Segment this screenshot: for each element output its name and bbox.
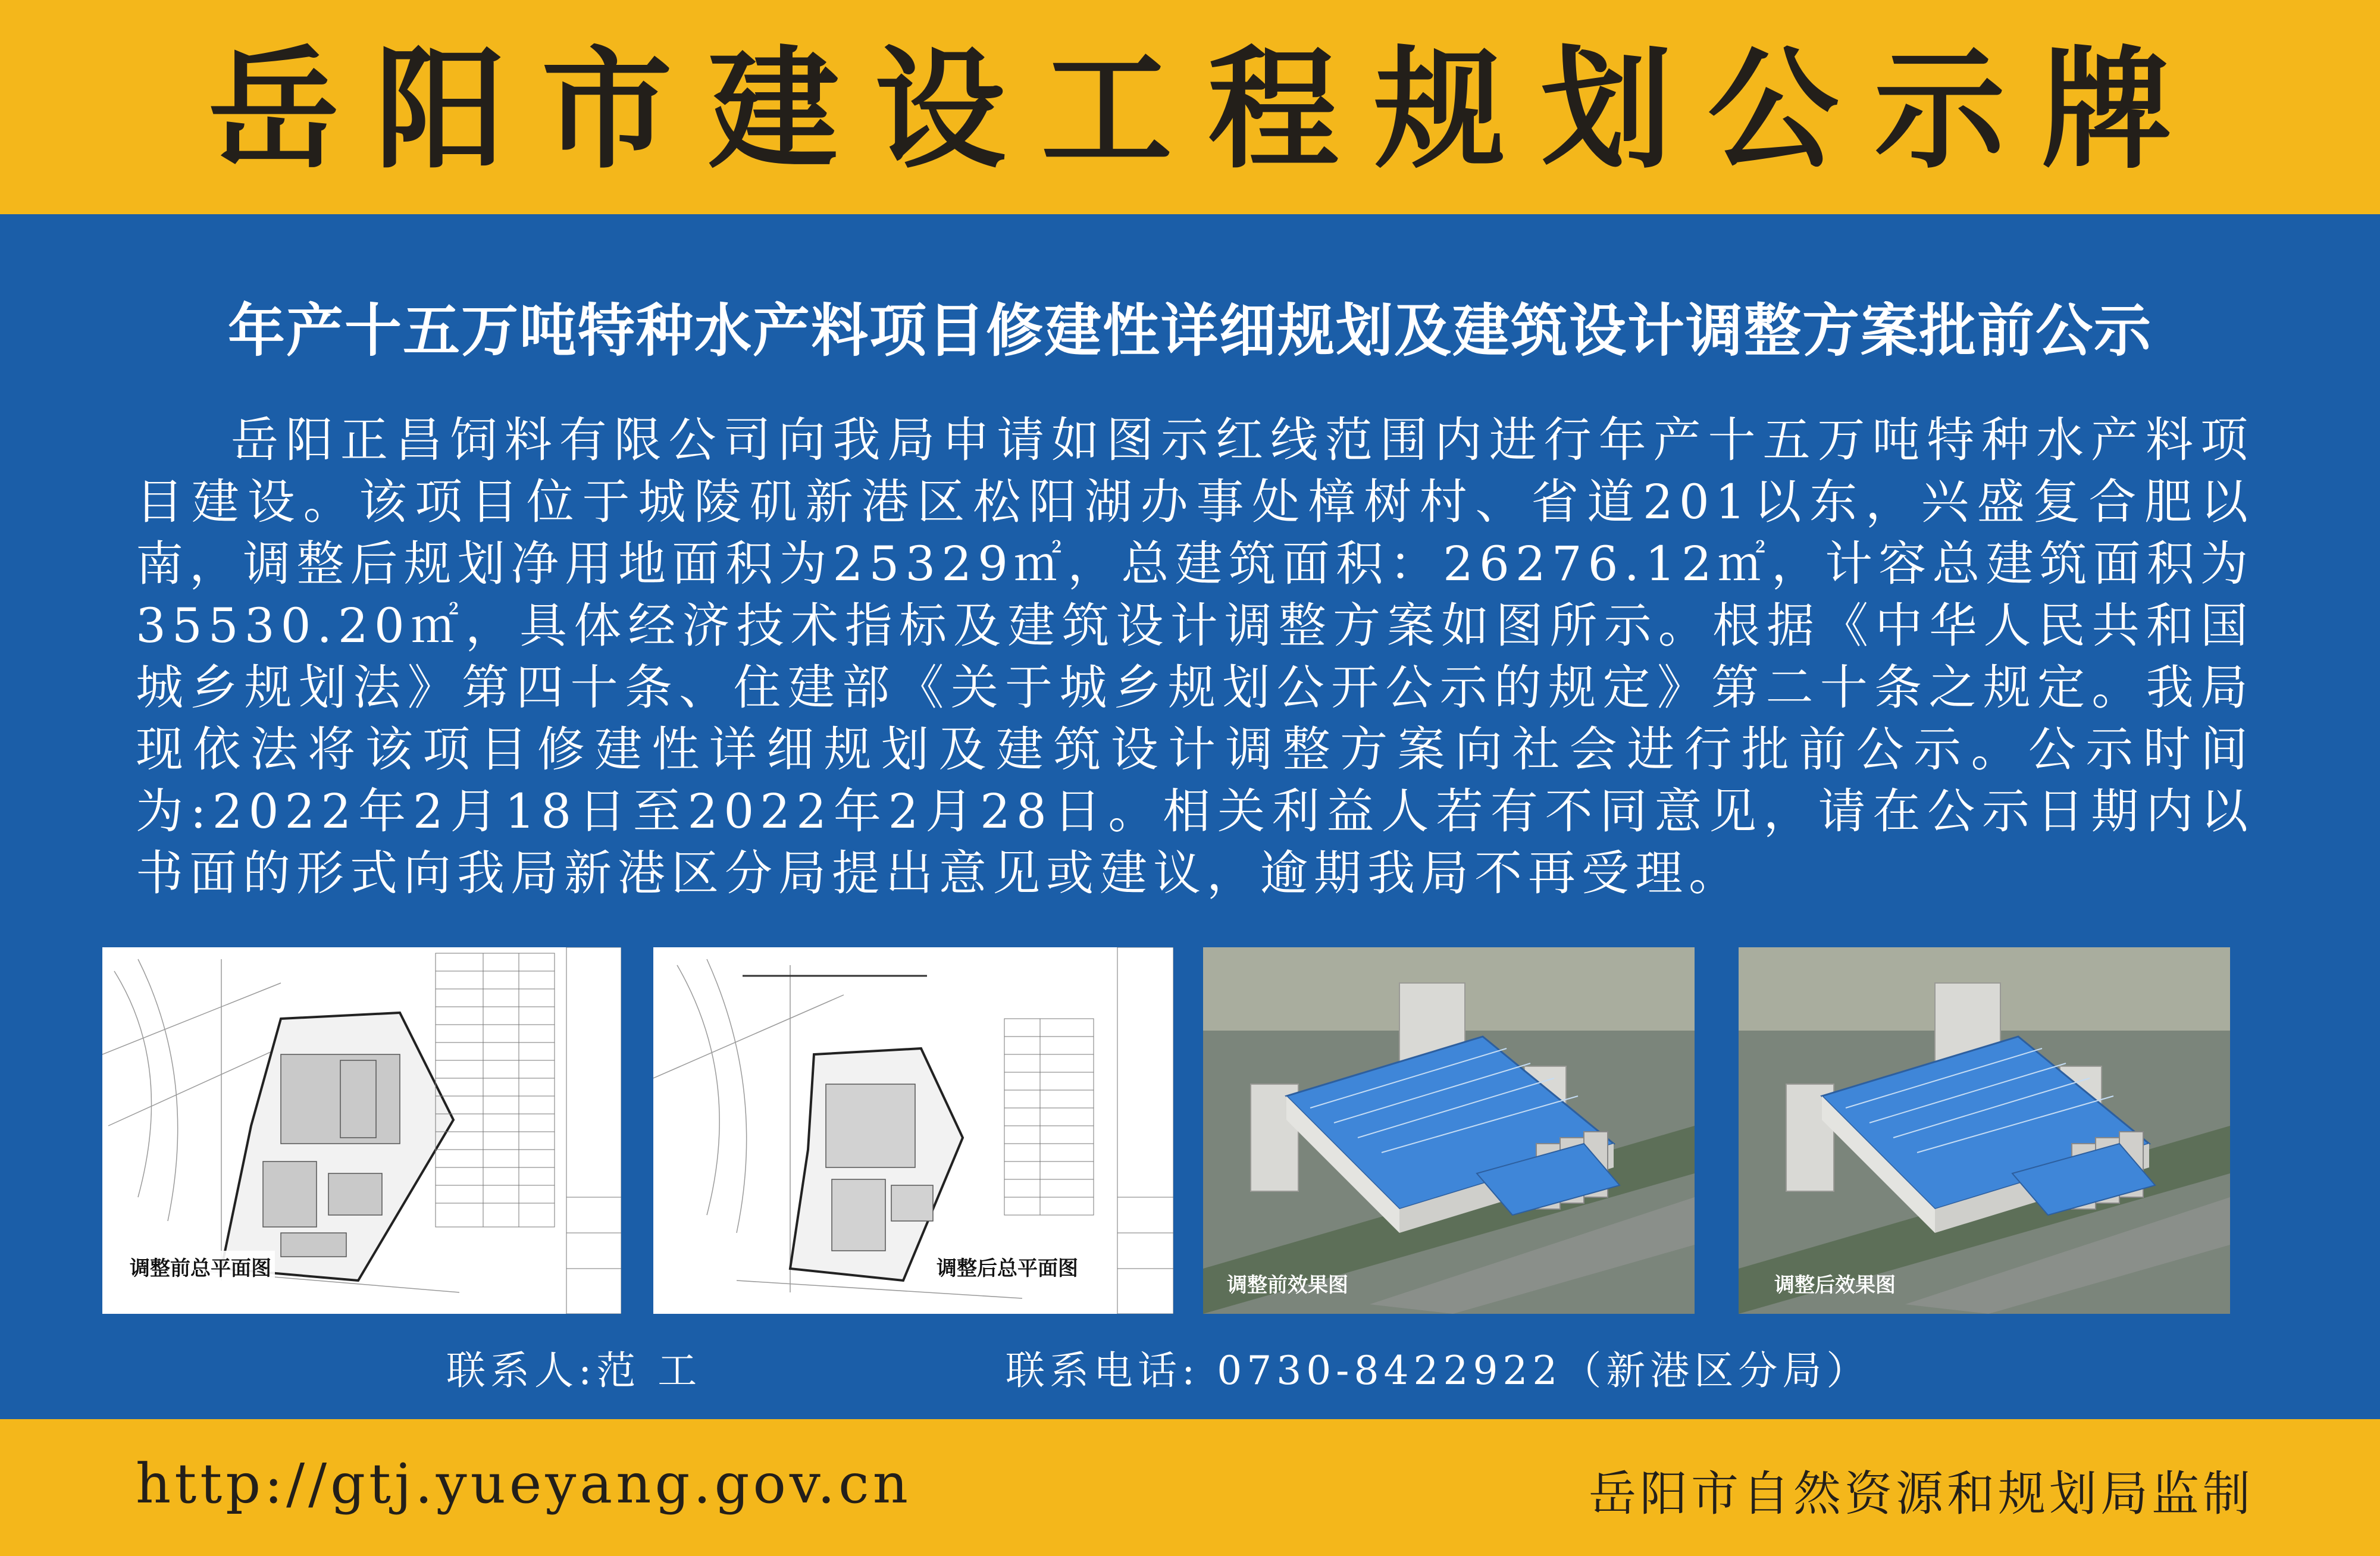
rendering-before-drawing — [1203, 947, 1695, 1314]
website-url: http://gtj.yueyang.gov.cn — [136, 1452, 912, 1516]
contact-person: 联系人:范 工 — [446, 1348, 702, 1394]
site-plan-after-image — [653, 947, 1173, 1314]
panel-caption: 调整后效果图 — [1774, 1273, 1896, 1297]
rendering-before-image — [1203, 947, 1695, 1314]
site-plan-after-drawing — [653, 947, 1173, 1314]
contact-phone: 联系电话: 0730-8422922（新港区分局） — [1006, 1348, 1871, 1394]
contact-row — [0, 1339, 2380, 1392]
rendering-after-image — [1739, 947, 2230, 1314]
notice-body: 岳阳正昌饲料有限公司向我局申请如图示红线范围内进行年产十五万吨特种水产料项目建设。该项目位于城陵矶新港区松阳湖办事处樟树村、省道201以东，兴盛复合肥以南，调整后规划净用地面积为25329㎡，总建筑面积：26276.12㎡，计容总建筑面积为35530.20㎡，具体经济技术指标及建筑设计调整方案如图所示。根据《中华人民共和国城乡规划法》第四十条、住建部《关于城乡规划公开公示的规定》第二十条之规定。我局现依法将该项目修建性详细规划及建筑设计调整方案向社会进行批前公示。公示时间为:2022年2月18日至2022年2月28日。相关利益人若有不同意见，请在公示日期内以书面的形式向我局新港区分局提出意见或建议，逾期我局不再受理。 — [136, 412, 2254, 901]
panel-caption: 调整后总平面图 — [933, 1251, 1082, 1282]
rendering-after-drawing — [1739, 947, 2230, 1314]
issuing-organization: 岳阳市自然资源和规划局监制 — [1589, 1466, 2254, 1521]
board-title: 岳阳市建设工程规划公示牌 — [208, 34, 2207, 186]
site-plan-before-image — [102, 947, 621, 1314]
notice-title: 年产十五万吨特种水产料项目修建性详细规划及建筑设计调整方案批前公示 — [228, 298, 2152, 364]
panel-caption: 调整前总平面图 — [126, 1251, 275, 1282]
panel-caption: 调整前效果图 — [1227, 1273, 1348, 1297]
